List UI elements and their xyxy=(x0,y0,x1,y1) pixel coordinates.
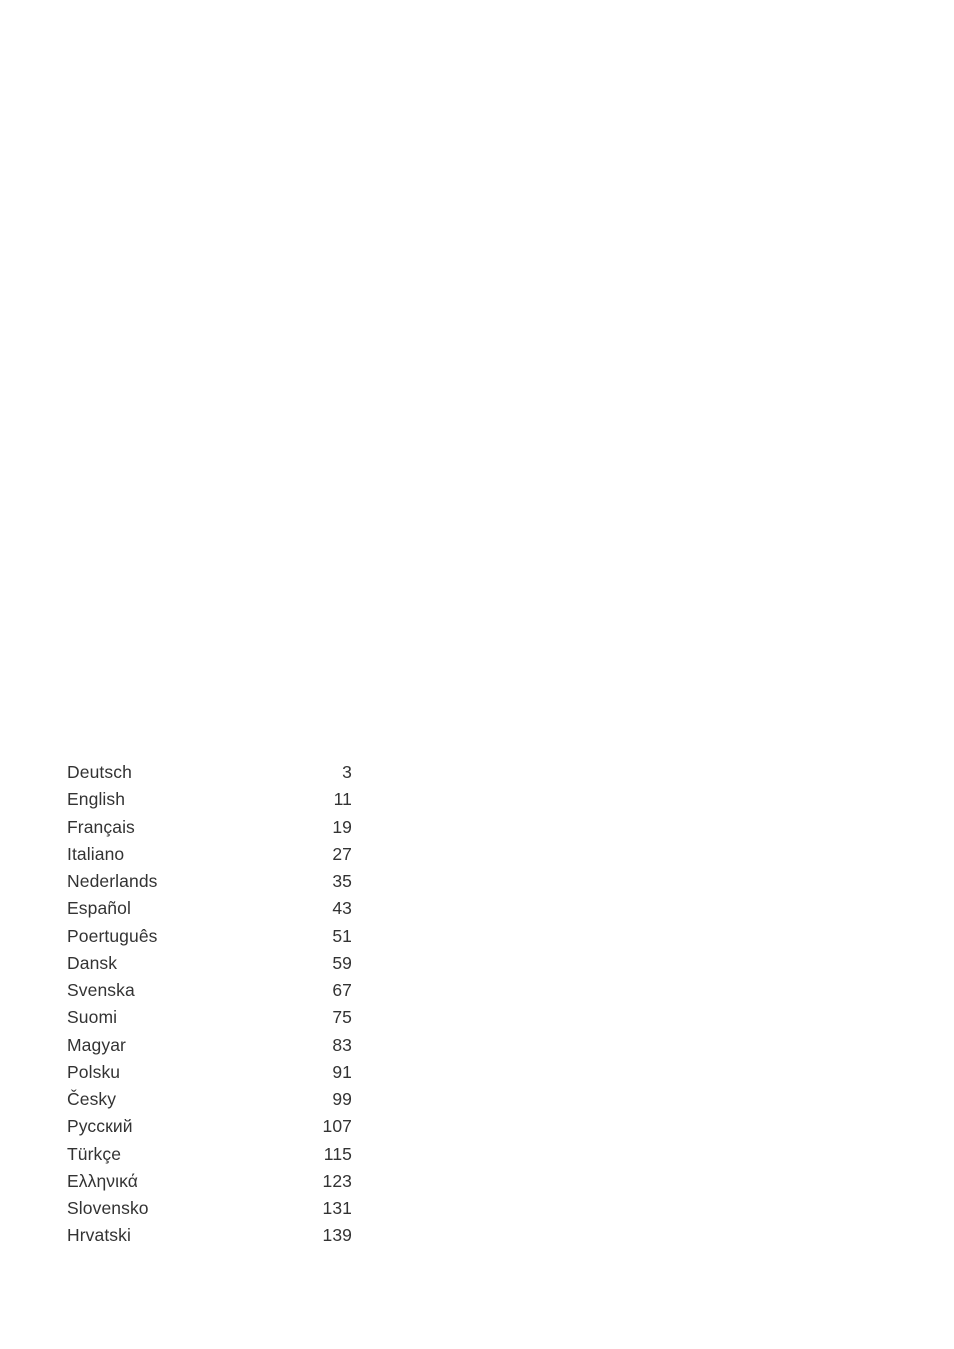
toc-language: Русский xyxy=(67,1116,133,1137)
toc-entry-turkce[interactable] xyxy=(67,1141,352,1168)
toc-page-number: 27 xyxy=(332,843,352,864)
toc-language: Français xyxy=(67,816,135,837)
toc-entry-italiano[interactable] xyxy=(67,841,352,868)
toc-page-number: 115 xyxy=(323,1143,352,1164)
toc-entry-portugues[interactable] xyxy=(67,923,352,950)
toc-page-number: 43 xyxy=(332,898,352,919)
toc-entry-nederlands[interactable] xyxy=(67,868,352,895)
toc-entry-english[interactable] xyxy=(67,786,352,813)
toc-language: Magyar xyxy=(67,1034,126,1055)
toc-page-number: 19 xyxy=(332,816,352,837)
toc-page-number: 91 xyxy=(332,1061,352,1082)
toc-language: Slovensko xyxy=(67,1198,149,1219)
toc-page-number: 107 xyxy=(322,1116,352,1137)
toc-entry-cesky[interactable] xyxy=(67,1086,352,1113)
toc-page-number: 35 xyxy=(332,871,352,892)
toc-page-number: 83 xyxy=(332,1034,352,1055)
toc-entry-russian[interactable] xyxy=(67,1113,352,1140)
toc-language: Dansk xyxy=(67,952,118,973)
toc-entry-espanol[interactable] xyxy=(67,895,352,922)
toc-language: Suomi xyxy=(67,1007,118,1028)
toc-language: Türkçe xyxy=(67,1143,122,1164)
toc-entry-greek[interactable] xyxy=(67,1168,352,1195)
toc-language: Español xyxy=(67,898,131,919)
toc-entry-dansk[interactable] xyxy=(67,950,352,977)
toc-entry-hrvatski[interactable] xyxy=(67,1222,352,1249)
toc-page-number: 123 xyxy=(322,1170,352,1191)
toc-language: English xyxy=(67,789,126,810)
language-table-of-contents xyxy=(67,759,352,1250)
toc-entry-suomi[interactable] xyxy=(67,1004,352,1031)
toc-page-number: 11 xyxy=(333,789,352,810)
toc-language: Nederlands xyxy=(67,871,158,892)
toc-entry-slovensko[interactable] xyxy=(67,1195,352,1222)
toc-page-number: 75 xyxy=(332,1007,352,1028)
toc-page-number: 67 xyxy=(332,980,352,1001)
toc-language: Ελληνικά xyxy=(67,1170,138,1191)
toc-language: Svenska xyxy=(67,980,135,1001)
toc-page-number: 99 xyxy=(332,1089,352,1110)
toc-language: Italiano xyxy=(67,843,125,864)
toc-language: Poertuguês xyxy=(67,925,158,946)
toc-entry-polsku[interactable] xyxy=(67,1059,352,1086)
toc-page-number: 59 xyxy=(332,952,352,973)
toc-language: Česky xyxy=(67,1089,117,1110)
toc-entry-svenska[interactable] xyxy=(67,977,352,1004)
toc-entry-magyar[interactable] xyxy=(67,1032,352,1059)
toc-page-number: 139 xyxy=(322,1225,352,1246)
toc-language: Hrvatski xyxy=(67,1225,131,1246)
toc-page-number: 3 xyxy=(342,762,352,783)
toc-page-number: 51 xyxy=(332,925,352,946)
toc-entry-francais[interactable] xyxy=(67,814,352,841)
toc-language: Deutsch xyxy=(67,762,132,783)
toc-page-number: 131 xyxy=(322,1198,352,1219)
toc-language: Polsku xyxy=(67,1061,121,1082)
toc-entry-deutsch[interactable] xyxy=(67,759,352,786)
